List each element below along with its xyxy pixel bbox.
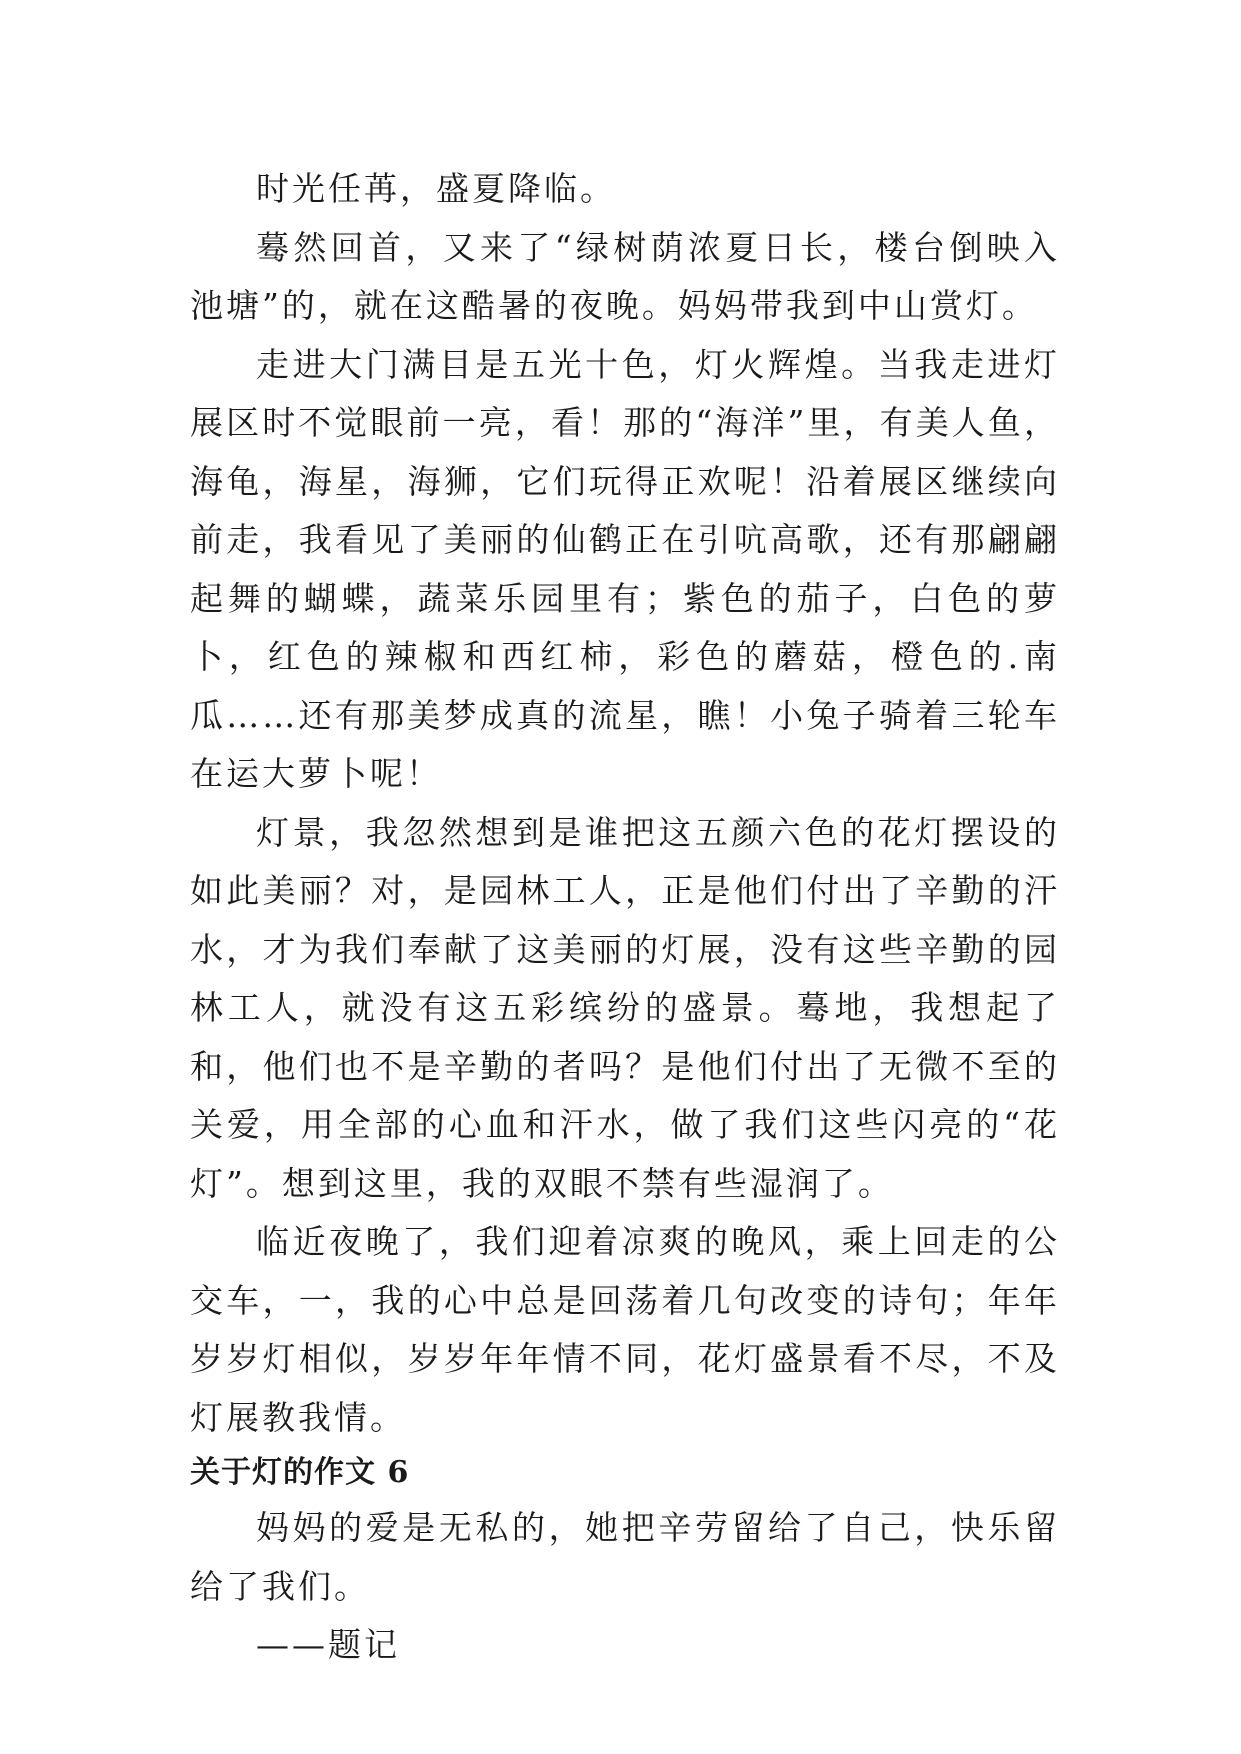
paragraph-4: 灯景，我忽然想到是谁把这五颜六色的花灯摆设的如此美丽？对，是园林工人，正是他们付出了辛勤的汗水，才为我们奉献了这美丽的灯展，没有这些辛勤的园林工人，就没有这五彩缤纷的盛景。蓦地，我想起了和，他们也不是辛勤的者吗？是他们付出了无微不至的关爱，用全部的心血和汗水，做了我们这些闪亮的“花灯”。想到这里，我的双眼不禁有些湿润了。 — [190, 812, 1060, 1203]
paragraph-1: 时光任苒，盛夏降临。 — [256, 169, 616, 208]
epigraph-signature: ——题记 — [256, 1625, 400, 1664]
document-body — [190, 160, 1060, 1675]
paragraph-3: 走进大门满目是五光十色，灯火辉煌。当我走进灯展区时不觉眼前一亮，看！那的“海洋”里，有美人鱼，海龟，海星，海狮，它们玩得正欢呢！沿着展区继续向前走，我看见了美丽的仙鹤正在引吭高歌，还有那翩翩起舞的蝴蝶，蔬菜乐园里有；紫色的茄子，白色的萝卜，红色的辣椒和西红柿，彩色的蘑菇，橙色的.南瓜……还有那美梦成真的流星，瞧！小兔子骑着三轮车在运大萝卜呢！ — [190, 344, 1060, 793]
paragraph-5: 临近夜晚了，我们迎着凉爽的晚风，乘上回走的公交车，一，我的心中总是回荡着几句改变的诗句；年年岁岁灯相似，岁岁年年情不同，花灯盛景看不尽，不及灯展教我情。 — [190, 1222, 1060, 1437]
paragraph-2: 蓦然回首，又来了“绿树荫浓夏日长，楼台倒映入池塘”的，就在这酷暑的夜晚。妈妈带我到中山赏灯。 — [190, 227, 1060, 325]
section-heading: 关于灯的作文 6 — [190, 1455, 410, 1490]
paragraph-6: 妈妈的爱是无私的，她把辛劳留给了自己，快乐留给了我们。 — [190, 1508, 1060, 1606]
